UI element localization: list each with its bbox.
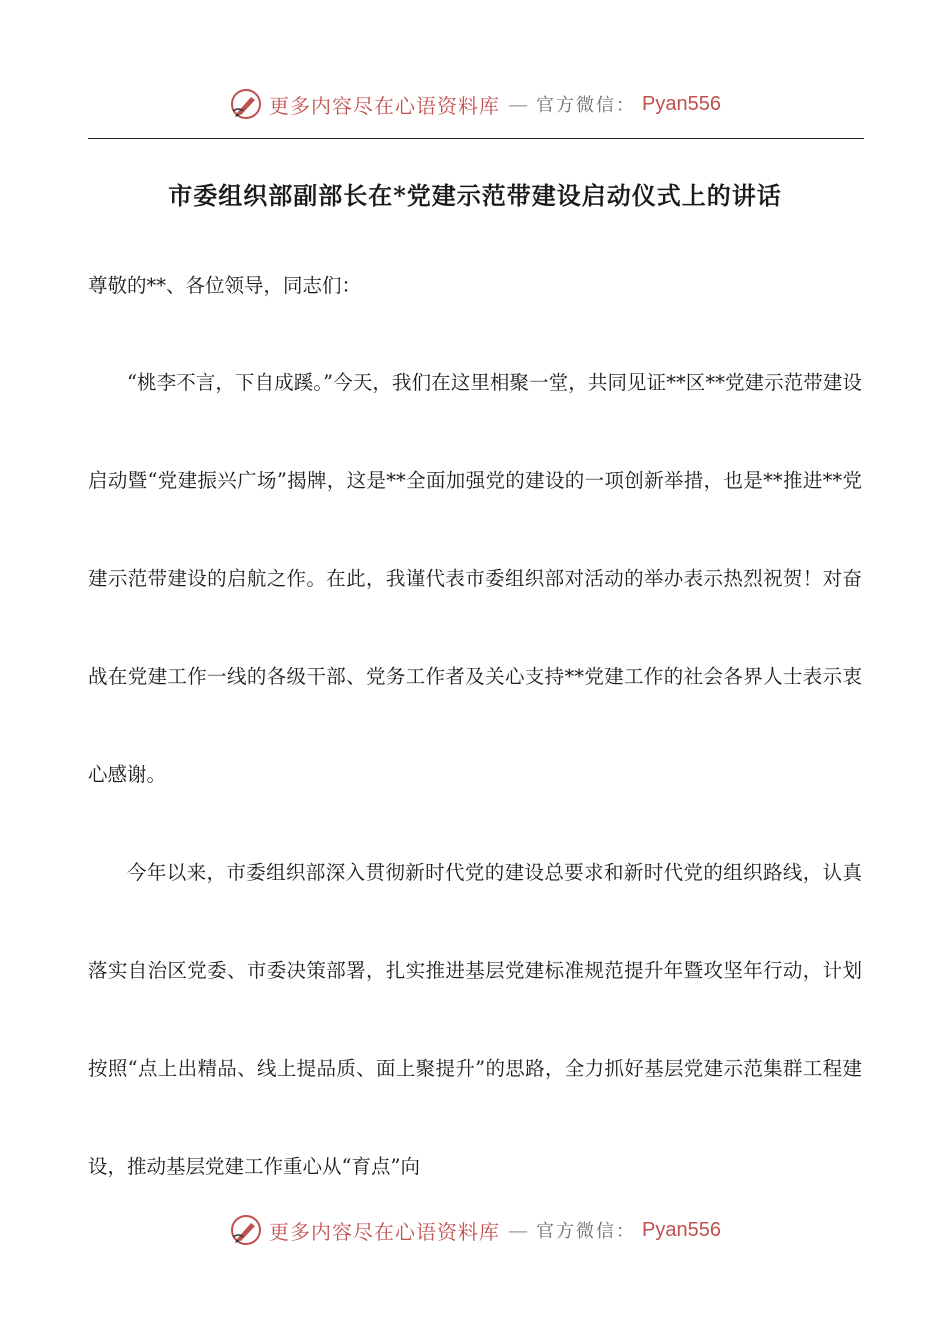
document-title: 市委组织部副部长在*党建示范带建设启动仪式上的讲话 [168, 181, 782, 210]
wechat-label: 官方微信： [536, 95, 637, 116]
wechat-id: Pyan556 [642, 92, 721, 115]
brand-dash: — [508, 1218, 529, 1242]
brand-dash: — [508, 92, 529, 116]
brand-name: 更多内容尽在心语资料库 [269, 1219, 501, 1244]
brand-watermark [229, 87, 721, 121]
document-body [88, 238, 862, 1216]
page-footer [0, 1210, 950, 1250]
paragraph-2: 今年以来，市委组织部深入贯彻新时代党的建设总要求和新时代党的组织路线，认真落实自治区党委、市委决策部署，扎实推进基层党建标准规范提升年暨攻坚年行动，计划按照“点上出精品、线上提品质、面上聚提升”的思路，全力抓好基层党建示范集群工程建设，推动基层党建工作重心从“育点”向 [88, 861, 862, 1178]
salutation: 尊敬的**、各位领导，同志们： [88, 274, 362, 297]
brand-watermark [229, 1213, 721, 1247]
header-divider [88, 138, 864, 139]
page-header [0, 84, 950, 124]
pen-logo-icon [229, 87, 263, 121]
wechat-label: 官方微信： [536, 1221, 637, 1242]
paragraph-1: “桃李不言，下自成蹊。”今天，我们在这里相聚一堂，共同见证**区**党建示范带建设启动暨“党建振兴广场”揭牌，这是**全面加强党的建设的一项创新举措，也是**推进**党建示范带建设的启航之作。在此，我谨代表市委组织部对活动的举办表示热烈祝贺！对奋战在党建工作一线的各级干部、党务工作者及关心支持**党建工作的社会各界人士表示衷心感谢。 [88, 371, 862, 786]
brand-name: 更多内容尽在心语资料库 [269, 93, 501, 118]
pen-logo-icon [229, 1213, 263, 1247]
wechat-id: Pyan556 [642, 1218, 721, 1241]
